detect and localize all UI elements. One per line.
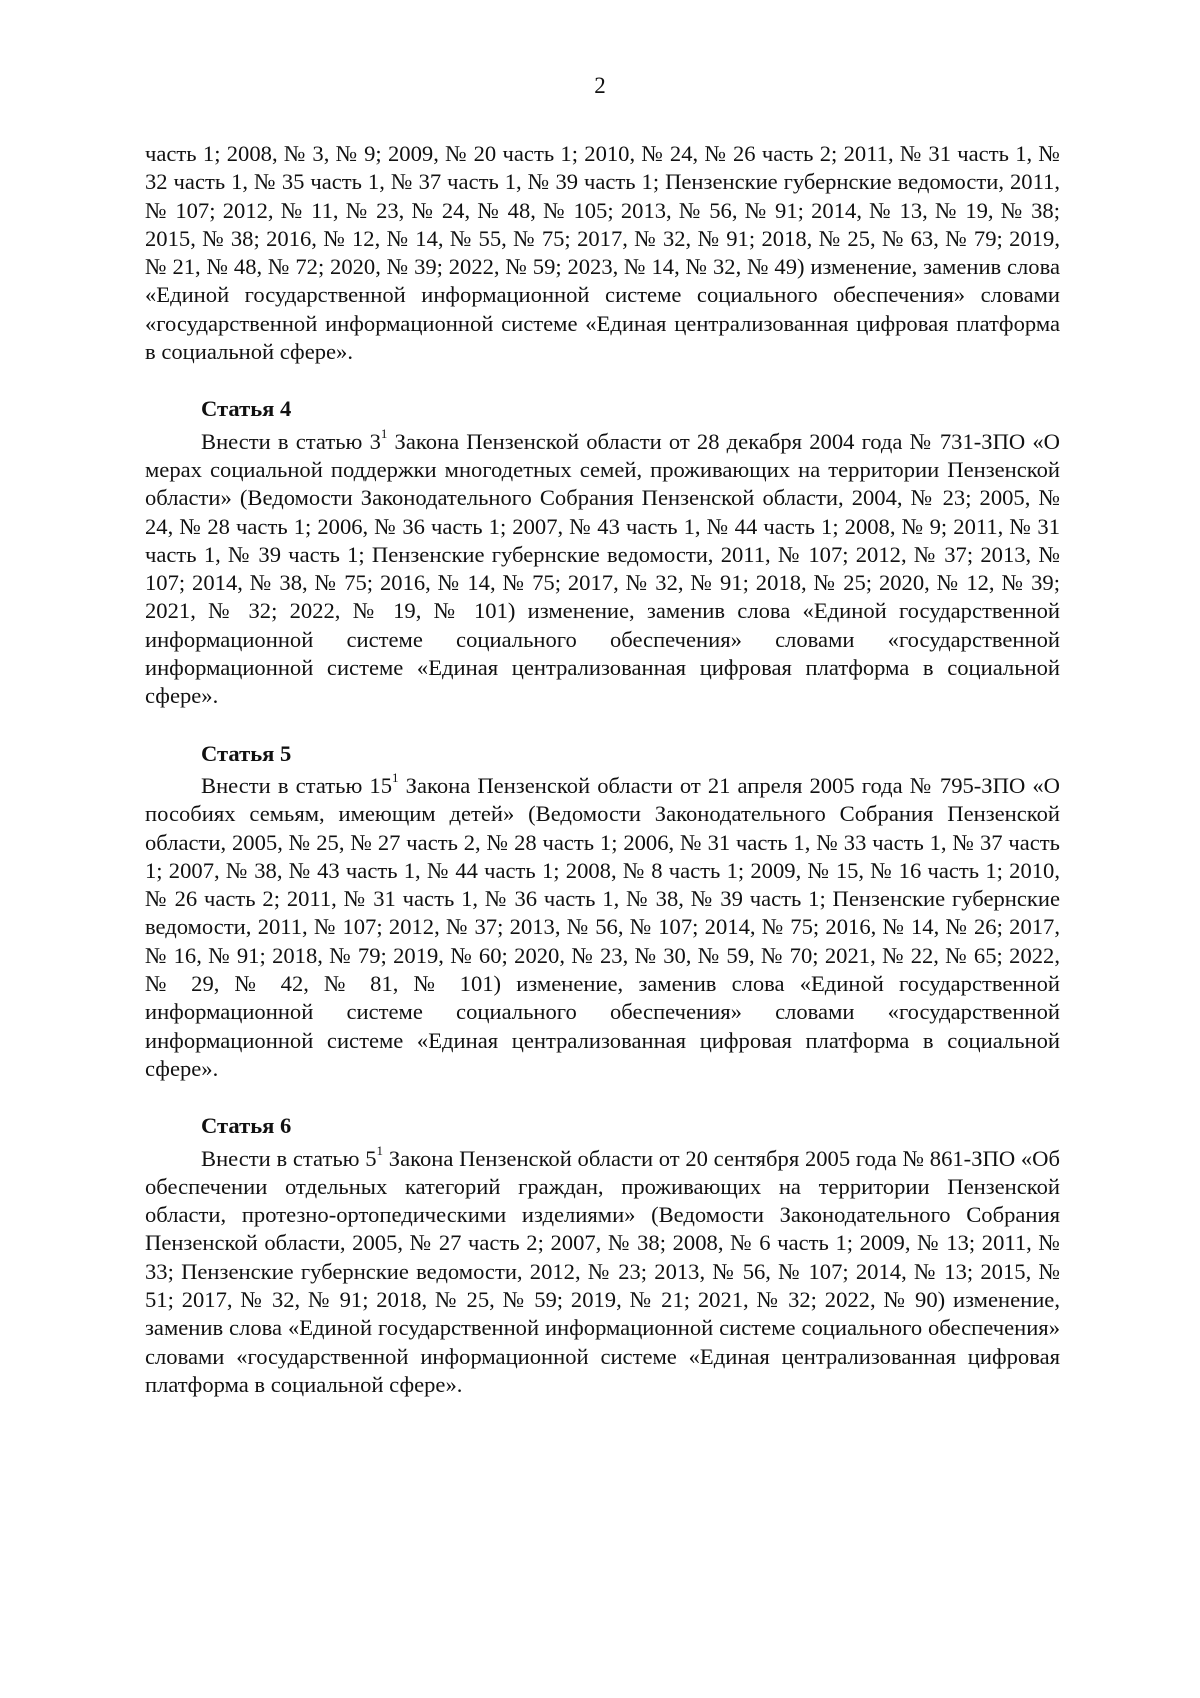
article-4-heading: Статья 4 (201, 396, 292, 422)
article-6-heading: Статья 6 (201, 1113, 292, 1139)
page-number: 2 (594, 73, 606, 98)
article-6-lead: Внести в статью 5 (201, 1145, 377, 1171)
article-5-text (145, 772, 1060, 1083)
article-5-superscript: 1 (392, 770, 399, 786)
article-4-rest: Закона Пензенской области от 28 декабря 2004 года № 731-ЗПО «О мерах социальной поддержки многодетных семей, проживающих на территории Пензенской области» (Ведомости Законодательного Собрания Пензенской области, 2004, № 23; 2005, № 24, № 28 часть 1; 2006, № 36 часть 1; 2007, № 43 часть 1, № 44 часть 1; 2008, № 9; 2011, № 31 часть 1, № 39 часть 1; Пензенские губернские ведомости, 2011, № 107; 2012, № 37; 2013, № 107; 2014, № 38, № 75; 2016, № 14, № 75; 2017, № 32, № 91; 2018, № 25; 2020, № 12, № 39; 2021, № 32; 2022, № 19, № 101) изменение, заменив слова «Единой государственной информационной системе социального обеспечения» словами «государственной информационной системе «Единая централизованная цифровая платформа в социальной сфере». (145, 428, 1060, 709)
document-body (145, 140, 1060, 1399)
article-5-lead: Внести в статью 15 (201, 772, 393, 798)
article-4-superscript: 1 (380, 426, 388, 442)
article-4-lead: Внести в статью 3 (201, 428, 381, 454)
article-5-rest: Закона Пензенской области от 21 апреля 2005 года № 795-ЗПО «О пособиях семьям, имеющим детей» (Ведомости Законодательного Собрания Пензенской области, 2005, № 25, № 27 часть 2, № 28 часть 1; 2006, № 31 часть 1, № 33 часть 1, № 37 часть 1; 2007, № 38, № 43 часть 1, № 44 часть 1; 2008, № 8 часть 1; 2009, № 15, № 16 часть 1; 2010, № 26 часть 2; 2011, № 31 часть 1, № 36 часть 1, № 38, № 39 часть 1; Пензенские губернские ведомости, 2011, № 107; 2012, № 37; 2013, № 56, № 107; 2014, № 75; 2016, № 14, № 26; 2017, № 16, № 91; 2018, № 79; 2019, № 60; 2020, № 23, № 30, № 59, № 70; 2021, № 22, № 65; 2022, № 29, № 42, № 81, № 101) изменение, заменив слова «Единой государственной информационной системе социального обеспечения» словами «государственной информационной системе «Единая централизованная цифровая платформа в социальной сфере». (145, 772, 1060, 1081)
article-4 (145, 395, 1060, 710)
intro-paragraph: часть 1; 2008, № 3, № 9; 2009, № 20 часть 1; 2010, № 24, № 26 часть 2; 2011, № 31 часть 1, № 32 часть 1, № 35 часть 1, № 37 часть 1, № 39 часть 1; Пензенские губернские ведомости, 2011, № 107; 2012, № 11, № 23, № 24, № 48, № 105; 2013, № 56, № 91; 2014, № 13, № 19, № 38; 2015, № 38; 2016, № 12, № 14, № 55, № 75; 2017, № 32, № 91; 2018, № 25, № 63, № 79; 2019, № 21, № 48, № 72; 2020, № 39; 2022, № 59; 2023, № 14, № 32, № 49) изменение, заменив слова «Единой государственной информационной системе социального обеспечения» словами «государственной информационной системе «Единая централизованная цифровая платформа в социальной сфере». (145, 141, 1060, 365)
article-6-text (145, 1142, 1060, 1400)
article-4-text (145, 428, 1060, 711)
article-6-rest: Закона Пензенской области от 20 сентября 2005 года № 861-ЗПО «Об обеспечении отдельных категорий граждан, проживающих на территории Пензенской области, протезно-ортопедическими изделиями» (Ведомости Законодательного Собрания Пензенской области, 2005, № 27 часть 2; 2007, № 38; 2008, № 6 часть 1; 2009, № 13; 2011, № 33; Пензенские губернские ведомости, 2012, № 23; 2013, № 56, № 107; 2014, № 13; 2015, № 51; 2017, № 32, № 91; 2018, № 25, № 59; 2019, № 21; 2021, № 32; 2022, № 90) изменение, заменив слова «Единой государственной информационной системе социального обеспечения» словами «государственной информационной системе «Единая централизованная цифровая платформа в социальной сфере». (145, 1145, 1060, 1397)
article-5-heading: Статья 5 (201, 740, 292, 766)
article-6 (145, 1112, 1060, 1399)
article-6-superscript: 1 (376, 1142, 384, 1158)
article-5 (145, 740, 1060, 1084)
